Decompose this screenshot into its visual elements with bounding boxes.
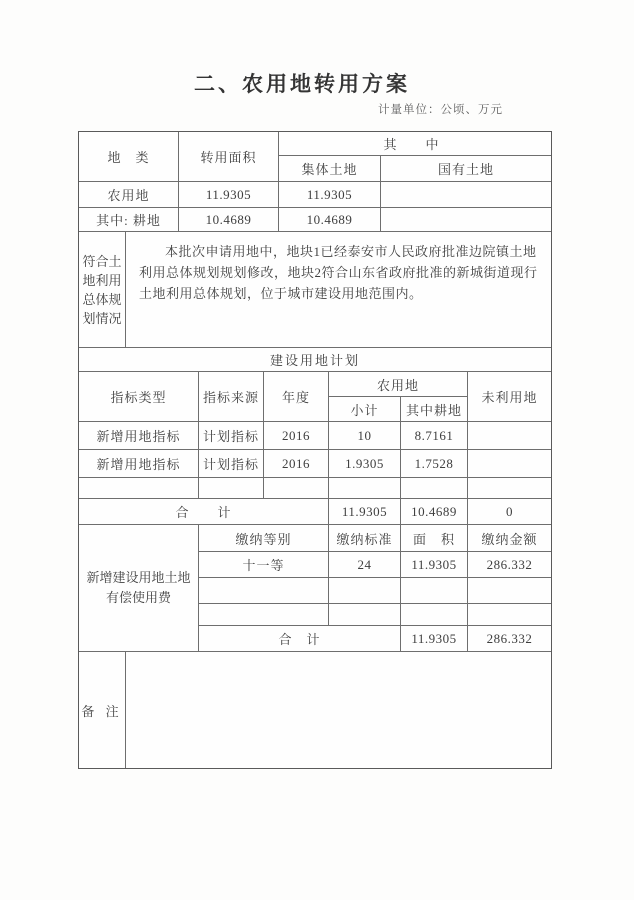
header-conversion-area: 转用面积 <box>179 132 279 182</box>
plan-row1-year: 2016 <box>264 450 329 478</box>
plan-total-subtotal: 11.9305 <box>329 499 401 525</box>
planning-compliance-text: 本批次申请用地中，地块1已经泰安市人民政府批准边院镇土地利用总体规划规划修改，地块2符合山东省政府批准的新城街道现行土地利用总体规划，位于城市建设用地范围内。 <box>126 232 551 348</box>
plan-row0-source: 计划指标 <box>199 422 264 450</box>
plan-section-title-row <box>79 348 551 372</box>
planning-label-line2: 地利用 <box>82 272 122 288</box>
remarks-label: 备 注 <box>79 652 126 768</box>
remarks-section <box>79 652 551 768</box>
plan-row2-unused <box>468 478 551 499</box>
fee-row0-area: 11.9305 <box>401 552 468 578</box>
header-agricultural-land: 农用地 <box>329 372 468 397</box>
plan-row2-year <box>264 478 329 499</box>
plan-row0-unused <box>468 422 551 450</box>
plan-row2-subtotal <box>329 478 401 499</box>
planning-compliance-label <box>79 232 126 348</box>
header-state-owned-land: 国有土地 <box>381 156 551 182</box>
fee-label-line1: 新增建设用地土地 <box>86 570 191 585</box>
fee-row0-grade: 十一等 <box>199 552 329 578</box>
fee-row1-amount <box>468 578 551 604</box>
header-unused-land: 未利用地 <box>468 372 551 422</box>
land-conversion-form <box>78 131 552 769</box>
fee-row2-standard <box>329 604 401 626</box>
fee-row0-standard: 24 <box>329 552 401 578</box>
cell-row0-category: 农用地 <box>79 182 179 208</box>
fee-row0-amount: 286.332 <box>468 552 551 578</box>
fee-label-line2: 有偿使用费 <box>105 590 171 605</box>
cell-row1-collective: 10.4689 <box>279 208 381 232</box>
planning-label-line1: 符合土 <box>82 253 122 269</box>
planning-compliance-section <box>79 232 551 348</box>
header-subtotal: 小计 <box>329 397 401 422</box>
planning-label-line4: 划情况 <box>82 310 122 326</box>
measurement-unit-note: 计量单位：公顷、万元 <box>378 104 503 116</box>
header-payment-grade: 缴纳等别 <box>199 525 329 552</box>
remarks-content <box>126 652 551 768</box>
header-among-cultivated: 其中耕地 <box>401 397 468 422</box>
cell-row1-state <box>381 208 551 232</box>
fee-row1-standard <box>329 578 401 604</box>
plan-row0-cultivated: 8.7161 <box>401 422 468 450</box>
fee-total-label: 合 计 <box>199 626 401 652</box>
plan-section-title: 建设用地计划 <box>79 348 551 372</box>
fee-row2-grade <box>199 604 329 626</box>
plan-row1-source: 计划指标 <box>199 450 264 478</box>
plan-row1-subtotal: 1.9305 <box>329 450 401 478</box>
plan-row0-year: 2016 <box>264 422 329 450</box>
header-among-which: 其 中 <box>279 132 551 156</box>
cell-row0-collective: 11.9305 <box>279 182 381 208</box>
plan-row1-cultivated: 1.7528 <box>401 450 468 478</box>
cell-row1-area: 10.4689 <box>179 208 279 232</box>
plan-total-cultivated: 10.4689 <box>401 499 468 525</box>
header-indicator-source: 指标来源 <box>199 372 264 422</box>
plan-row0-subtotal: 10 <box>329 422 401 450</box>
cell-row1-category: 其中: 耕地 <box>79 208 179 232</box>
header-payment-amount: 缴纳金额 <box>468 525 551 552</box>
fee-row1-grade <box>199 578 329 604</box>
plan-row2-type <box>79 478 199 499</box>
plan-row2-cultivated <box>401 478 468 499</box>
planning-label-line3: 总体规 <box>82 291 122 307</box>
document-title: 二、农用地转用方案 <box>194 72 410 96</box>
header-fee-area: 面 积 <box>401 525 468 552</box>
construction-plan-table <box>79 372 551 525</box>
header-collective-land: 集体土地 <box>279 156 381 182</box>
land-category-table <box>79 132 551 232</box>
plan-row1-unused <box>468 450 551 478</box>
cell-row0-area: 11.9305 <box>179 182 279 208</box>
cell-row0-state <box>381 182 551 208</box>
plan-total-label: 合 计 <box>79 499 329 525</box>
plan-total-unused: 0 <box>468 499 551 525</box>
fee-total-amount: 286.332 <box>468 626 551 652</box>
fee-row2-area <box>401 604 468 626</box>
plan-row0-type: 新增用地指标 <box>79 422 199 450</box>
plan-row1-type: 新增用地指标 <box>79 450 199 478</box>
header-payment-standard: 缴纳标准 <box>329 525 401 552</box>
header-year: 年度 <box>264 372 329 422</box>
fee-row2-amount <box>468 604 551 626</box>
land-use-fee-table <box>79 525 551 652</box>
fee-section-label <box>79 525 199 652</box>
fee-row1-area <box>401 578 468 604</box>
header-land-category: 地 类 <box>79 132 179 182</box>
fee-total-area: 11.9305 <box>401 626 468 652</box>
plan-row2-source <box>199 478 264 499</box>
header-indicator-type: 指标类型 <box>79 372 199 422</box>
